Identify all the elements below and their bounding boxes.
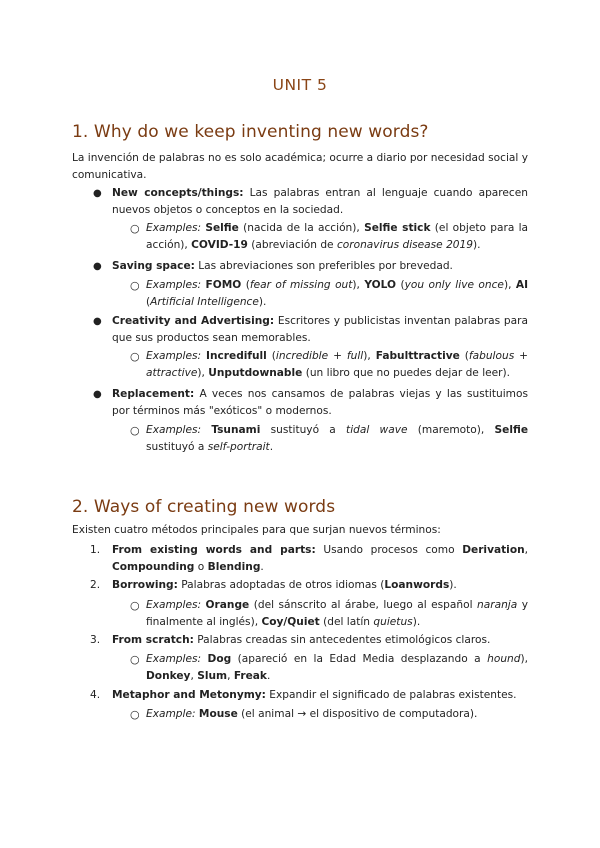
list-item: Replacement: A veces nos cansamos de palabras viejas y las sustituimos por términos más "exóticos" o modernos.: [112, 388, 529, 417]
section-2-heading: 2. Ways of creating new words: [72, 497, 336, 517]
list-number: 1.: [90, 544, 101, 556]
list-item: Saving space: Las abreviaciones son preferibles por brevedad.: [112, 260, 453, 272]
unit-title: UNIT 5: [272, 76, 328, 94]
sub-bullet-circle: ○: [130, 279, 140, 292]
sub-bullet-circle: ○: [130, 599, 140, 612]
sub-bullet-circle: ○: [130, 350, 140, 363]
list-item: New concepts/things: Las palabras entran al lenguaje cuando aparecen nuevos objetos o conceptos en la sociedad.: [112, 187, 528, 216]
sub-bullet-circle: ○: [130, 222, 140, 235]
examples-line: Examples: Incredifull (incredible + full), Fabulttractive (fabulous + attractive), Unputdownable (un libro que no puedes dejar de leer).: [146, 350, 529, 379]
list-item: From scratch: Palabras creadas sin antecedentes etimológicos claros.: [112, 634, 491, 646]
list-item: Creativity and Advertising: Escritores y publicistas inventan palabras para que sus productos sean memorables.: [112, 315, 528, 344]
bullet-dot: ●: [93, 316, 102, 327]
examples-line: Examples: Orange (del sánscrito al árabe, luego al español naranja y finalmente al inglés), Coy/Quiet (del latín quietus).: [146, 599, 528, 628]
examples-line: Examples: Selfie (nacida de la acción), Selfie stick (el objeto para la acción), COVID-19 (abreviación de coronavirus disease 2019).: [146, 222, 529, 251]
list-item: Borrowing: Palabras adoptadas de otros idiomas (Loanwords).: [112, 579, 457, 591]
section-2-intro: Existen cuatro métodos principales para que surjan nuevos términos:: [72, 524, 441, 536]
bullet-dot: ●: [93, 389, 102, 400]
list-number: 2.: [90, 579, 101, 591]
examples-line: Examples: Tsunami sustituyó a tidal wave (maremoto), Selfie sustituyó a self-portrait.: [146, 424, 529, 453]
list-item: Metaphor and Metonymy: Expandir el significado de palabras existentes.: [112, 689, 517, 701]
sub-bullet-circle: ○: [130, 653, 140, 666]
list-number: 3.: [90, 634, 101, 646]
bullet-dot: ●: [93, 188, 102, 199]
examples-line: Examples: FOMO (fear of missing out), YOLO (you only live once), AI (Artificial Intelligence).: [146, 279, 529, 308]
list-number: 4.: [90, 689, 101, 701]
examples-line: Examples: Dog (apareció en la Edad Media desplazando a hound), Donkey, Slum, Freak.: [146, 653, 528, 682]
sub-bullet-circle: ○: [130, 424, 140, 437]
section-1-heading: 1. Why do we keep inventing new words?: [72, 122, 429, 142]
sub-bullet-circle: ○: [130, 708, 140, 721]
bullet-dot: ●: [93, 261, 102, 272]
list-item: From existing words and parts: Usando procesos como Derivation, Compounding o Blending.: [112, 544, 529, 573]
examples-line: Example: Mouse (el animal → el dispositivo de computadora).: [146, 708, 478, 720]
section-1-intro: La invención de palabras no es solo académica; ocurre a diario por necesidad social y comunicativa.: [72, 152, 528, 181]
